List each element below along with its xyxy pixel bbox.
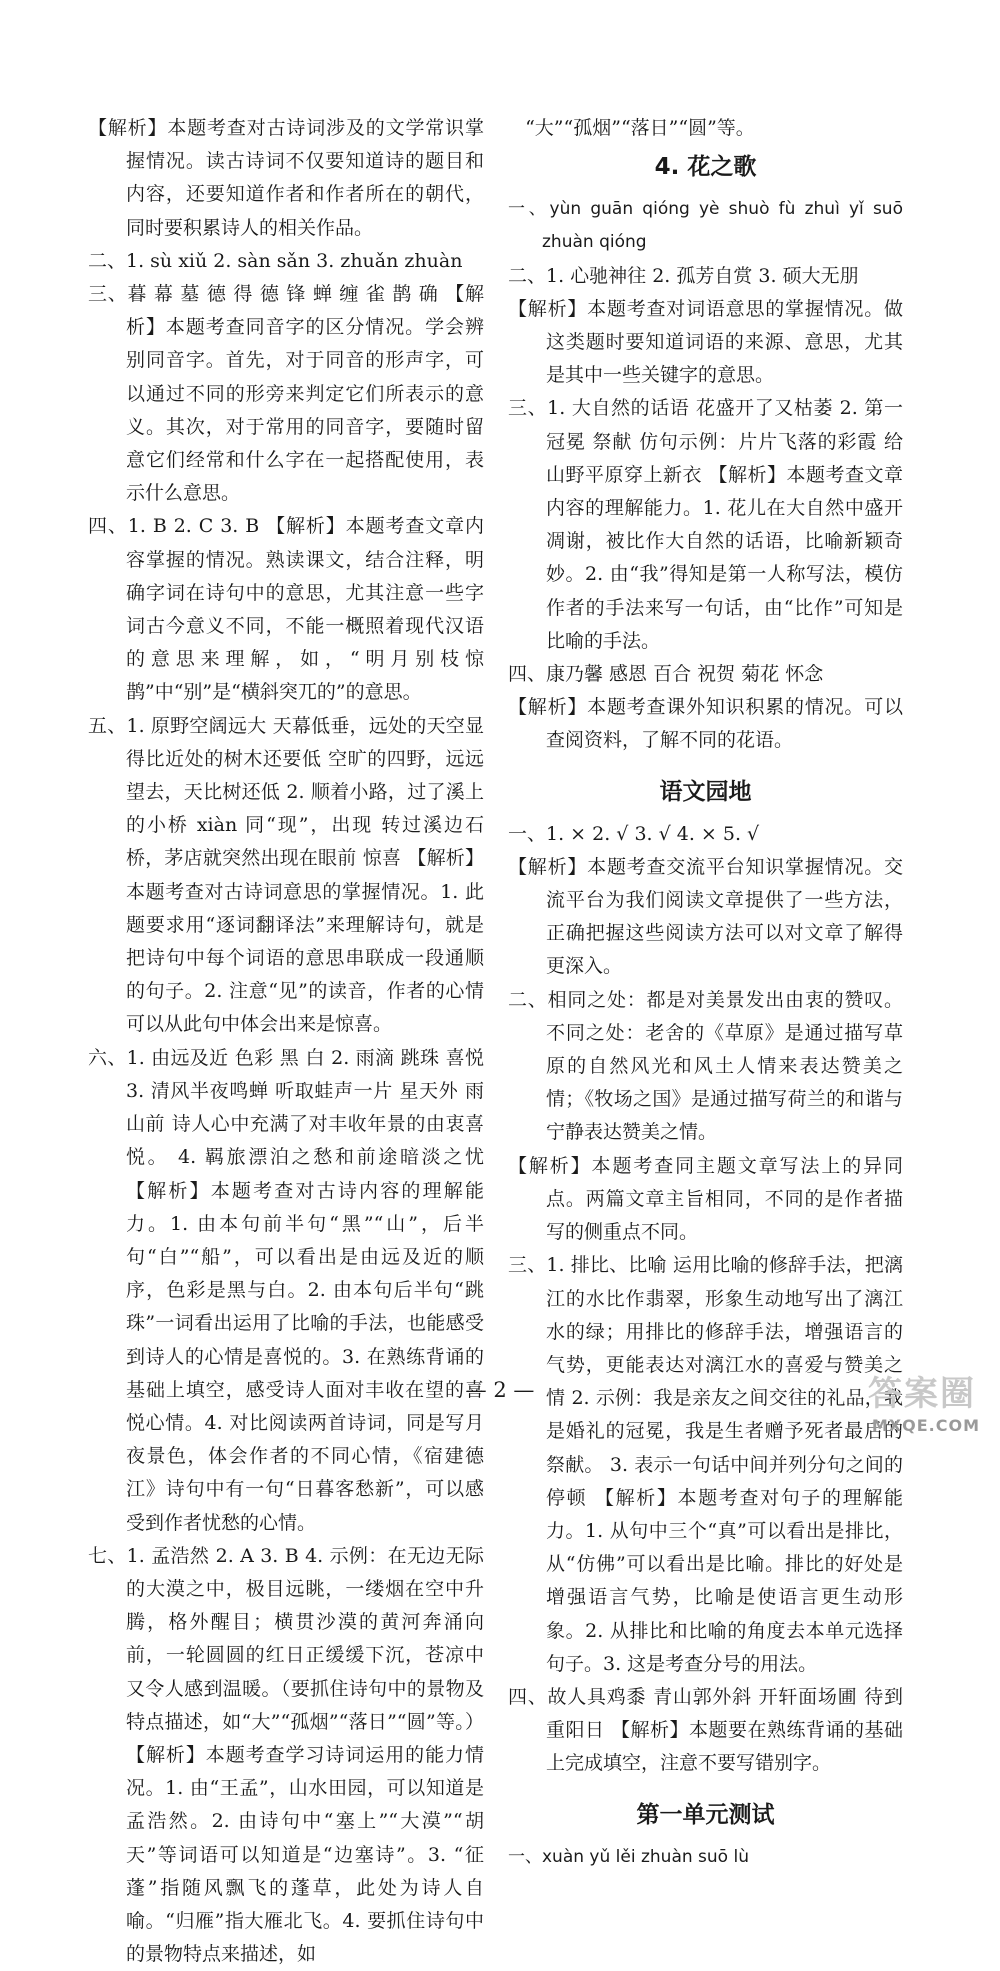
answer-paragraph: 五、1. 原野空阔远大 天幕低垂，远处的天空显得比近处的树木还要低 空旷的四野，远远望去，天比树还低 2. 顺着小路，过了溪上的小桥 xiàn 同“现”，出现 转过溪边石桥，茅店就突然出现在眼前 惊喜 【解析】本题考查对古诗词意思的掌握情况。1. 此题要求用“逐词翻译法”来理解诗句，就是把诗句中每个词语的意思串联成一段通顺的句子。2. 注意“见”的读音，作者的心情可以从此句中体会出来是惊喜。 — [88, 714, 484, 1036]
answer-paragraph: 七、1. 孟浩然 2. A 3. B 4. 示例：在无边无际的大漠之中，极目远眺，一缕烟在空中升腾，格外醒目；横贯沙漠的黄河奔涌向前，一轮圆圆的红日正缓缓下沉，苍凉中又令人感到温暖。（要抓住诗句中的景物及特点描述，如“大”“孤烟”“落日”“圆”等。） 【解析】本题考查学习诗词运用的能力情况。1. 由“王孟”，山水田园，可以知道是孟浩然。2. 由诗句中“塞上”“大漠”“胡天”等词语可以知道是“边塞诗”。3. “征蓬”指随风飘飞的蓬草，此处为诗人自喻。“归雁”指大雁北飞。4. 要抓住诗句中的景物特点来描述，如 — [88, 1544, 484, 1966]
answer-paragraph: 【解析】本题考查课外知识积累的情况。可以查阅资料，了解不同的花语。 — [508, 696, 903, 752]
answer-paragraph: 四、康乃馨 感恩 百合 祝贺 菊花 怀念 — [508, 663, 824, 686]
answer-paragraph: 【解析】本题考查交流平台知识掌握情况。交流平台为我们阅读文章提供了一些方法，正确把握这些阅读方法可以对文章了解得更深入。 — [508, 855, 903, 978]
answer-paragraph: 【解析】本题考查同主题文章写法上的异同点。两篇文章主旨相同，不同的是作者描写的侧重点不同。 — [508, 1154, 903, 1244]
answer-paragraph: 【解析】本题考查对古诗词涉及的文学常识掌握情况。读古诗词不仅要知道诗的题目和内容，还要知道作者和作者所在的朝代，同时要积累诗人的相关作品。 — [88, 117, 484, 239]
section-heading: 第一单元测试 — [636, 1801, 775, 1828]
section-heading: 4. 花之歌 — [654, 154, 757, 181]
page-number: — 2 — — [465, 1378, 535, 1402]
answer-paragraph: 四、故人具鸡黍 青山郭外斜 开轩面场圃 待到重阳日 【解析】本题要在熟练背诵的基础上完成填空，注意不要写错别字。 — [508, 1685, 903, 1775]
answer-paragraph: 三、1. 大自然的话语 花盛开了又枯萎 2. 第一冠冕 祭献 仿句示例：片片飞落的彩霞 给山野平原穿上新衣 【解析】本题考查文章内容的理解能力。1. 花儿在大自然中盛开凋谢，被比作大自然的话语，比喻新颖奇妙。2. 由“我”得知是第一人称写法，模仿作者的手法来写一句话，由“比作”可知是比喻的手法。 — [508, 397, 903, 652]
left-column — [88, 112, 484, 1971]
answer-paragraph: 一、xuàn yǔ lěi zhuàn suō lù — [508, 1846, 749, 1867]
answer-paragraph: 一、yùn guān qióng yè shuò fù zhuì yǐ suō zhuàn qióng — [508, 199, 903, 253]
answer-paragraph: “大”“孤烟”“落日”“圆”等。 — [525, 117, 755, 139]
answer-paragraph: 六、1. 由远及近 色彩 黑 白 2. 雨滴 跳珠 喜悦 3. 清风半夜鸣蝉 听取蛙声一片 星天外 雨山前 诗人心中充满了对丰收年景的由衷喜悦。 4. 羁旅漂泊之愁和前途暗淡之忧 【解析】本题考查对古诗内容的理解能力。1. 由本句前半句“黑”“山”，后半句“白”“船”，可以看出是由远及近的顺序，色彩是黑与白。2. 由本句后半句“跳珠”一词看出运用了比喻的手法，也能感受到诗人的心情是喜悦的。3. 在熟练背诵的基础上填空，感受诗人面对丰收在望的喜悦心情。4. 对比阅读两首诗词，同是写月夜景色，体会作者的不同心情，《宿建德江》诗句中有一句“日暮客愁新”，可以感受到作者忧愁的心情。 — [88, 1046, 484, 1534]
right-column — [508, 112, 903, 1874]
answer-paragraph: 【解析】本题考查对词语意思的掌握情况。做这类题时要知道词语的来源、意思，尤其是其中一些关键字的意思。 — [508, 297, 903, 387]
section-heading: 语文园地 — [659, 778, 752, 805]
answer-paragraph: 二、相同之处：都是对美景发出由衷的赞叹。 不同之处：老舍的《草原》是通过描写草原的自然风光和风土人情来表达赞美之情；《牧场之国》是通过描写荷兰的和谐与宁静表达赞美之情。 — [508, 988, 903, 1144]
watermark-logo: 答案圈 — [868, 1374, 976, 1414]
answer-paragraph: 二、1. sù xiǔ 2. sàn sǎn 3. zhuǎn zhuàn — [88, 249, 463, 272]
answer-paragraph: 四、1. B 2. C 3. B 【解析】本题考查文章内容掌握的情况。熟读课文，结合注释，明确字词在诗句中的意思，尤其注意一些字词古今意义不同，不能一概照着现代汉语的意思来理解，如，“明月别枝惊鹊”中“别”是“横斜突兀的”的意思。 — [88, 515, 484, 704]
watermark-url: MXQE.COM — [871, 1416, 980, 1435]
answer-paragraph: 三、1. 排比、比喻 运用比喻的修辞手法，把漓江的水比作翡翠，形象生动地写出了漓江水的绿；用排比的修辞手法，增强语言的气势，更能表达对漓江水的喜爱与赞美之情 2. 示例：我是亲友之间交往的礼品，我是婚礼的冠冕，我是生者赠予死者最后的祭献。 3. 表示一句话中间并列分句之间的停顿 【解析】本题考查对句子的理解能力。1. 从句中三个“真”可以看出是排比，从“仿佛”可以看出是比喻。排比的好处是增强语言气势，比喻是使语言更生动形象。2. 从排比和比喻的角度去本单元选择句子。3. 这是考查分号的用法。 — [508, 1254, 903, 1675]
answer-paragraph: 三、暮 幕 墓 德 得 德 锋 蝉 缠 雀 鹊 确 【解析】本题考查同音字的区分情况。学会辨别同音字。首先，对于同音的形声字，可以通过不同的形旁来判定它们所表示的意义。其次，对于常用的同音字，要随时留意它们经常和什么字在一起搭配使用，表示什么意思。 — [88, 283, 484, 505]
answer-paragraph: 一、1. × 2. √ 3. √ 4. × 5. √ — [508, 822, 760, 845]
answer-paragraph: 二、1. 心驰神往 2. 孤芳自赏 3. 硕大无朋 — [508, 264, 859, 287]
